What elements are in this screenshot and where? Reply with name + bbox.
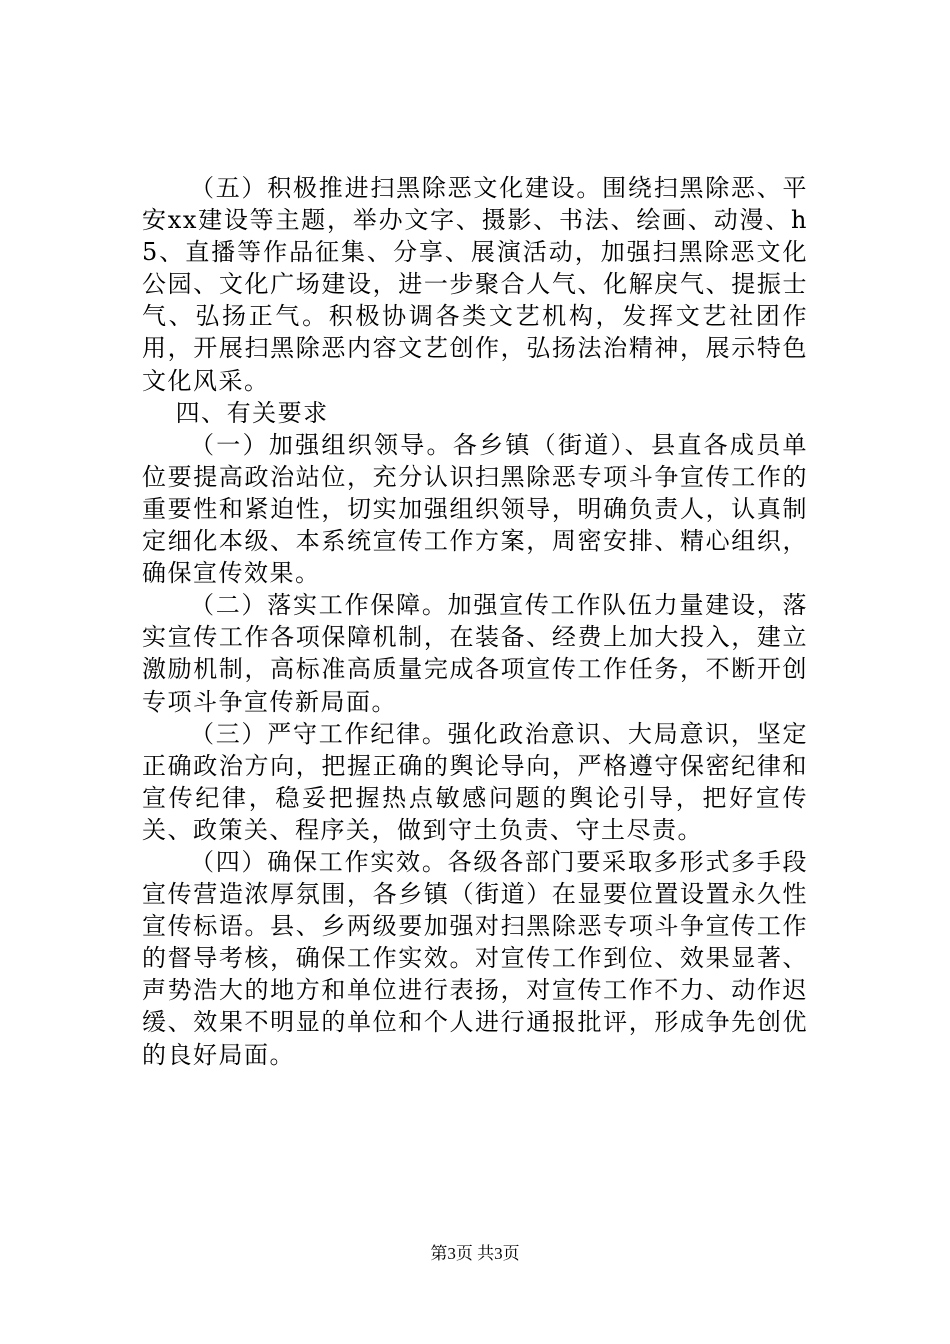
paragraph-organization-leadership: （一）加强组织领导。各乡镇（街道）、县直各成员单位要提高政治站位，充分认识扫黑除恶专项斗争宣传工作的重要性和紧迫性，切实加强组织领导，明确负责人，认真制定细化本级、本系统宣传工作方案，周密安排、精心组织，确保宣传效果。 xyxy=(142,430,808,588)
paragraph-work-guarantee: （二）落实工作保障。加强宣传工作队伍力量建设，落实宣传工作各项保障机制，在装备、经费上加大投入，建立激励机制，高标准高质量完成各项宣传工作任务，不断开创专项斗争宣传新局面。 xyxy=(142,591,808,716)
page-number-footer: 第3页 共3页 xyxy=(430,1244,520,1263)
document-body xyxy=(142,172,808,1071)
paragraph-culture-building: （五）积极推进扫黑除恶文化建设。围绕扫黑除恶、平安xx建设等主题，举办文字、摄影、书法、绘画、动漫、h5、直播等作品征集、分享、展演活动，加强扫黑除恶文化公园、文化广场建设，进一步聚合人气、化解戾气、提振士气、弘扬正气。积极协调各类文艺机构，发挥文艺社团作用，开展扫黑除恶内容文艺创作，弘扬法治精神，展示特色文化风采。 xyxy=(142,174,808,395)
section-heading-requirements: 四、有关要求 xyxy=(175,398,329,427)
paragraph-work-discipline: （三）严守工作纪律。强化政治意识、大局意识，坚定正确政治方向，把握正确的舆论导向，严格遵守保密纪律和宣传纪律，稳妥把握热点敏感问题的舆论引导，把好宣传关、政策关、程序关，做到守土负责、守土尽责。 xyxy=(142,719,808,844)
paragraph-work-effectiveness: （四）确保工作实效。各级各部门要采取多形式多手段宣传营造浓厚氛围，各乡镇（街道）在显要位置设置永久性宣传标语。县、乡两级要加强对扫黑除恶专项斗争宣传工作的督导考核，确保工作实效。对宣传工作到位、效果显著、声势浩大的地方和单位进行表扬，对宣传工作不力、动作迟缓、效果不明显的单位和个人进行通报批评，形成争先创优的良好局面。 xyxy=(142,847,808,1069)
